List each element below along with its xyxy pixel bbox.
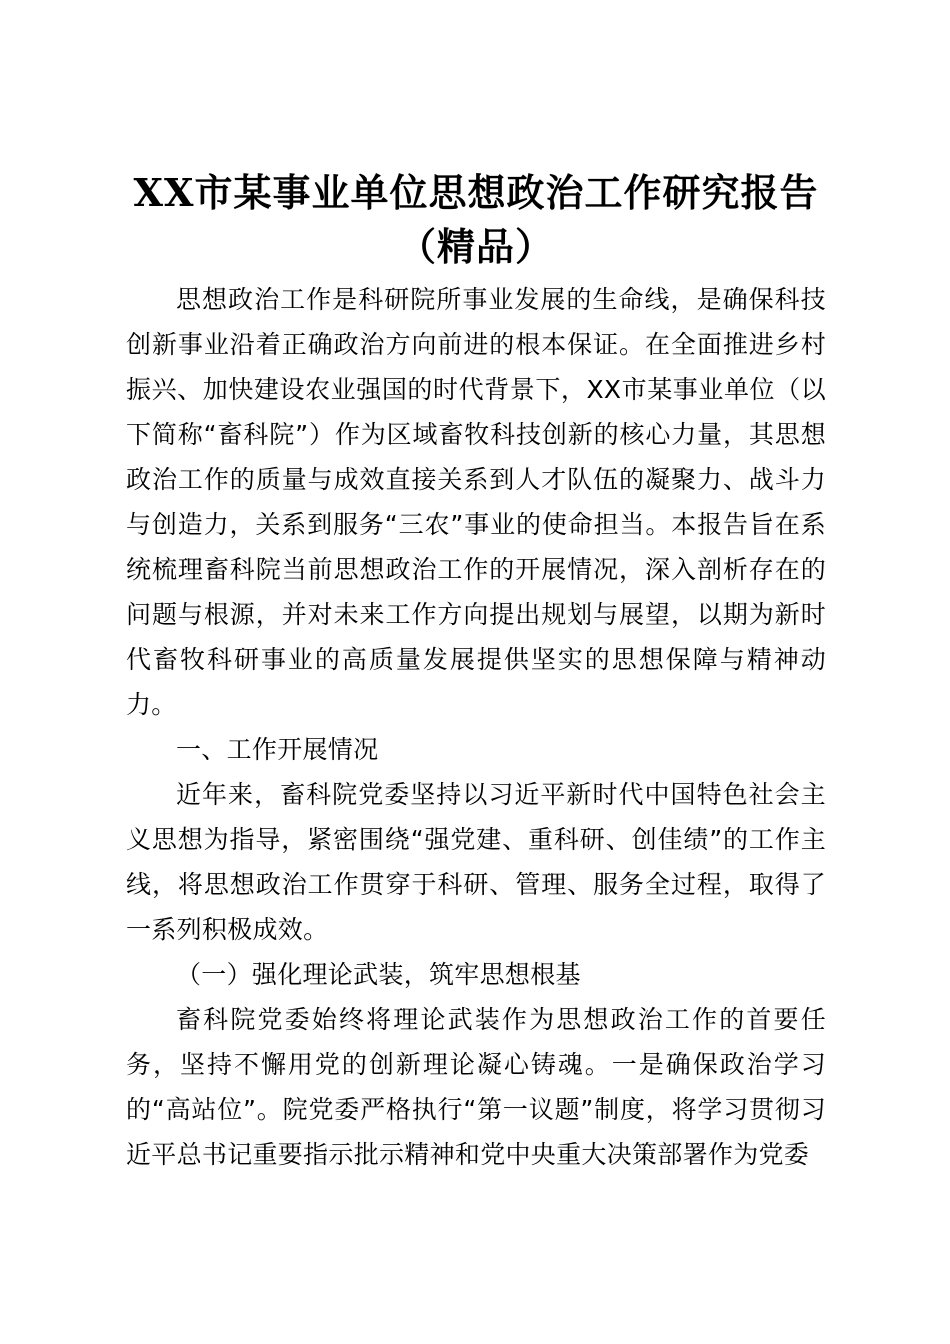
intro-paragraph: 思想政治工作是科研院所事业发展的生命线，是确保科技创新事业沿着正确政治方向前进的根本保证。在全面推进乡村振兴、加快建设农业强国的时代背景下，XX市某事业单位（以下简称“畜科院”）作为区域畜牧科技创新的核心力量，其思想政治工作的质量与成效直接关系到人才队伍的凝聚力、战斗力与创造力，关系到服务“三农”事业的使命担当。本报告旨在系统梳理畜科院当前思想政治工作的开展情况，深入剖析存在的问题与根源，并对未来工作方向提出规划与展望，以期为新时代畜牧科研事业的高质量发展提供坚实的思想保障与精神动力。 <box>126 285 826 719</box>
document-body <box>126 277 826 1177</box>
document-title: XX市某事业单位思想政治工作研究报告（精品） <box>133 170 819 269</box>
theory-paragraph: 畜科院党委始终将理论武装作为思想政治工作的首要任务，坚持不懈用党的创新理论凝心铸魂。一是确保政治学习的“高站位”。院党委严格执行“第一议题”制度，将学习贯彻习近平总书记重要指示批示精神和党中央重大决策部署作为党委 <box>126 1005 826 1169</box>
section-heading-work-status: 一、工作开展情况 <box>176 735 379 764</box>
work-status-paragraph: 近年来，畜科院党委坚持以习近平新时代中国特色社会主义思想为指导，紧密围绕“强党建、重科研、创佳绩”的工作主线，将思想政治工作贯穿于科研、管理、服务全过程，取得了一系列积极成效。 <box>126 780 826 944</box>
subsection-heading-theory: （一）强化理论武装，筑牢思想根基 <box>176 960 581 989</box>
